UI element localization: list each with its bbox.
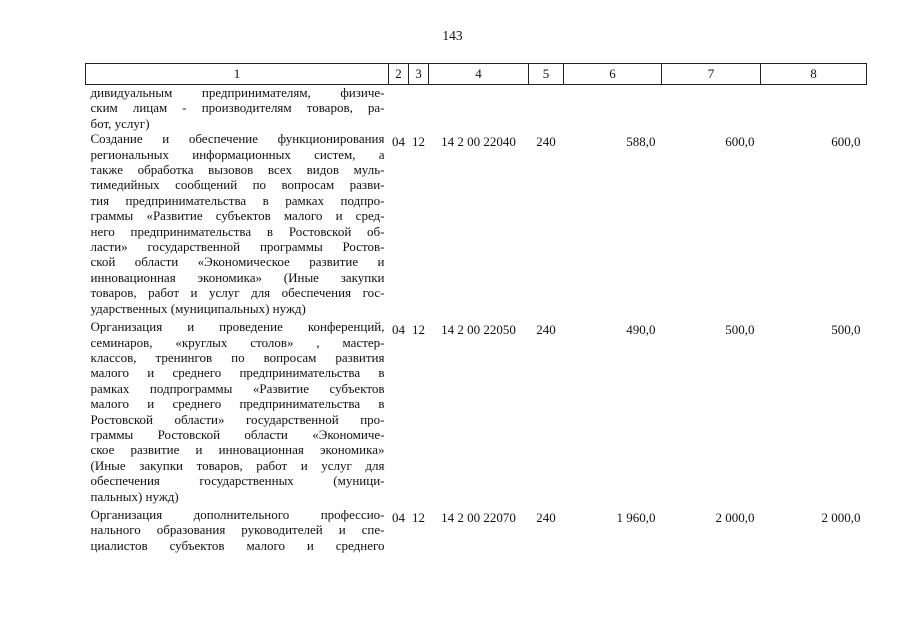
header-col-3: 3 [409, 64, 429, 85]
row-name-line: Организация дополнительного профессио- [90, 506, 385, 522]
subsection-cell: 12 [412, 509, 425, 525]
row-name-cell [86, 507, 389, 556]
amount-year3-cell [761, 85, 867, 132]
row-name-cell [86, 131, 389, 319]
row-name-cell [86, 85, 389, 132]
section-cell: 04 [392, 322, 405, 338]
row-name-line: дивидуальным предпринимателям, физиче- [90, 85, 385, 100]
section-cell: 04 [392, 509, 405, 525]
amount-year2-cell: 500,0 [725, 322, 755, 338]
row-name-line: бот, услуг) [90, 115, 150, 131]
row-name-line: семинаров, «круглых столов» , мастер- [90, 334, 385, 350]
row-name-line: него предпринимательства в Ростовской об- [90, 223, 385, 239]
header-col-7: 7 [662, 64, 761, 85]
row-name-line: классов, тренингов по вопросам развития [90, 349, 385, 365]
expense-type-cell: 240 [536, 134, 556, 150]
row-name-line: циалистов субъектов малого и среднего [90, 537, 385, 553]
section-cell: 04 [392, 134, 405, 150]
budget-table [85, 63, 867, 556]
row-name-line: ской области «Экономическое развитие и [90, 254, 385, 270]
row-name-line: рамках подпрограммы «Развитие субъектов [90, 380, 385, 396]
amount-year2-cell [662, 85, 761, 132]
amount-year3-cell: 2 000,0 [821, 509, 861, 525]
row-name-line: инновационная экономика» (Иные закупки [90, 269, 385, 285]
expense-type-cell: 240 [536, 509, 556, 525]
amount-year2-cell: 600,0 [725, 134, 755, 150]
header-col-8: 8 [761, 64, 867, 85]
table-row [86, 319, 867, 507]
row-name-line: Создание и обеспечение функционирования [90, 131, 385, 147]
table-row [86, 507, 867, 556]
row-name-line: также обработка вызовов всех видов муль- [90, 162, 385, 178]
subsection-cell: 12 [412, 322, 425, 338]
target-article-cell [429, 85, 529, 132]
row-name-line: малого и среднего предпринимательства в [90, 396, 385, 412]
header-col-1: 1 [86, 64, 389, 85]
amount-year1-cell: 1 960,0 [616, 509, 656, 525]
subsection-cell: 12 [412, 134, 425, 150]
amount-year1-cell: 588,0 [626, 134, 656, 150]
header-col-5: 5 [529, 64, 564, 85]
row-name-line: Ростовской области» государственной про- [90, 411, 385, 427]
header-col-6: 6 [564, 64, 662, 85]
row-name-line: тимедийных сообщений по вопросам разви- [90, 177, 385, 193]
row-name-line: Организация и проведение конференций, [90, 319, 385, 335]
table-row [86, 131, 867, 319]
subsection-cell [409, 85, 429, 132]
amount-year3-cell: 500,0 [831, 322, 861, 338]
row-name-line: граммы «Развитие субъектов малого и сред- [90, 208, 385, 224]
row-name-line: нального образования руководителей и спе- [90, 522, 385, 538]
row-name-line: обеспечения государственных (муници- [90, 473, 385, 489]
row-name-line: пальных) нужд) [90, 488, 179, 504]
amount-year3-cell: 600,0 [831, 134, 861, 150]
expense-type-cell [529, 85, 564, 132]
header-col-4: 4 [429, 64, 529, 85]
amount-year1-cell [564, 85, 662, 132]
target-article-cell: 14 2 00 22070 [441, 509, 516, 525]
expense-type-cell: 240 [536, 322, 556, 338]
row-name-line: малого и среднего предпринимательства в [90, 365, 385, 381]
target-article-cell: 14 2 00 22050 [441, 322, 516, 338]
section-cell [389, 85, 409, 132]
row-name-line: граммы Ростовской области «Экономиче- [90, 426, 385, 442]
row-name-line: ласти» государственной программы Ростов- [90, 239, 385, 255]
row-name-line: региональных информационных систем, а [90, 146, 385, 162]
amount-year1-cell: 490,0 [626, 322, 656, 338]
table-row [86, 85, 867, 132]
target-article-cell: 14 2 00 22040 [441, 134, 516, 150]
row-name-cell [86, 319, 389, 507]
row-name-line: ским лицам - производителям товаров, ра- [90, 100, 385, 116]
table-header-row [86, 64, 867, 85]
header-col-2: 2 [389, 64, 409, 85]
page-number: 143 [442, 28, 463, 43]
row-name-line: ское развитие и инновационная экономика» [90, 442, 385, 458]
row-name-line: тия предпринимательства в рамках подпро- [90, 192, 385, 208]
row-name-line: (Иные закупки товаров, работ и услуг для [90, 457, 385, 473]
row-name-line: ударственных (муниципальных) нужд) [90, 300, 306, 316]
amount-year2-cell: 2 000,0 [715, 509, 755, 525]
row-name-line: товаров, работ и услуг для обеспечения гос- [90, 285, 385, 301]
